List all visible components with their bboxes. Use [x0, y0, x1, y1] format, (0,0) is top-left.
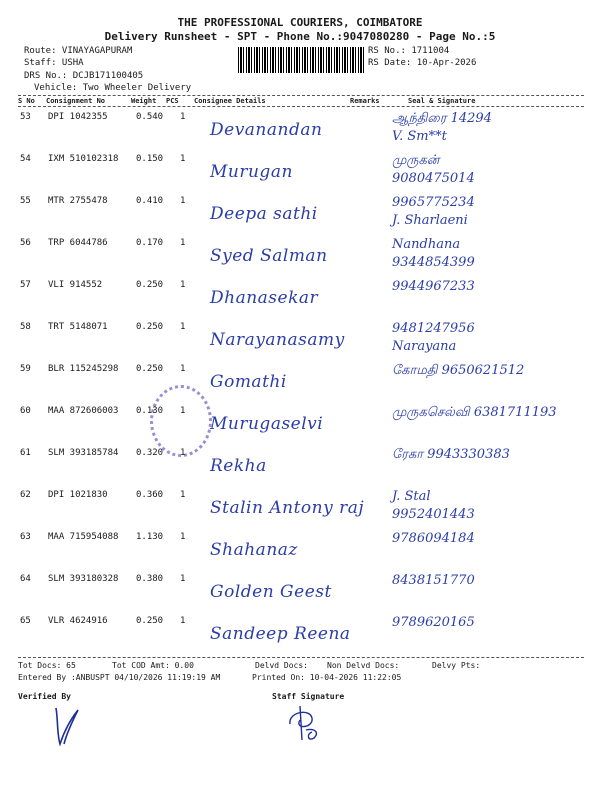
recipient-signature: 9789620165: [392, 615, 475, 630]
row-sno: 58: [20, 322, 31, 332]
row-sno: 64: [20, 574, 31, 584]
printed-on: Printed On: 10-04-2026 11:22:05: [252, 673, 402, 682]
pieces: 1: [180, 406, 186, 416]
staff-signature-label: Staff Signature: [272, 692, 345, 701]
consignment-number: MAA 872606003: [48, 406, 119, 416]
staff-signature: [280, 700, 328, 744]
pieces: 1: [180, 196, 186, 206]
consignment-number: DPI 1042355: [48, 112, 108, 122]
non-delivered-docs: Non Delvd Docs:: [327, 661, 400, 670]
row-sno: 61: [20, 448, 31, 458]
row-sno: 54: [20, 154, 31, 164]
weight: 0.380: [136, 574, 164, 584]
consignee-name: Murugaselvi: [210, 414, 324, 434]
consignee-name: Golden Geest: [210, 582, 332, 602]
weight: 0.130: [136, 406, 164, 416]
consignment-number: SLM 393180328: [48, 574, 119, 584]
consignee-name: Rekha: [210, 456, 267, 476]
row-sno: 55: [20, 196, 31, 206]
row-sno: 53: [20, 112, 31, 122]
drs-number: DRS No.: DCJB171100405: [24, 71, 144, 81]
consignee-name: Shahanaz: [210, 540, 298, 560]
consignee-name: Deepa sathi: [210, 204, 318, 224]
pieces: 1: [180, 616, 186, 626]
consignee-name: Stalin Antony raj: [210, 498, 365, 518]
pieces: 1: [180, 448, 186, 458]
recipient-signature: J. Stal 9952401443: [392, 489, 475, 522]
weight: 0.250: [136, 280, 164, 290]
row-sno: 62: [20, 490, 31, 500]
consignee-name: Narayanasamy: [210, 330, 345, 350]
total-docs: Tot Docs: 65: [18, 661, 76, 670]
weight: 0.360: [136, 490, 164, 500]
row-sno: 57: [20, 280, 31, 290]
runsheet-subtitle: Delivery Runsheet - SPT - Phone No.:9047080280 - Page No.:5: [104, 30, 496, 43]
recipient-signature: 9965775234 J. Sharlaeni: [392, 195, 475, 228]
pieces: 1: [180, 238, 186, 248]
recipient-signature: 9481247956 Narayana: [392, 321, 475, 354]
pieces: 1: [180, 154, 186, 164]
col-consignment: Consignment No: [46, 97, 106, 105]
verified-by-label: Verified By: [18, 692, 71, 701]
staff: Staff: USHA: [24, 58, 84, 68]
rs-date: RS Date: 10-Apr-2026: [368, 58, 477, 68]
pieces: 1: [180, 322, 186, 332]
consignment-number: VLI 914552: [48, 280, 103, 290]
verifier-signature: [40, 700, 90, 750]
row-sno: 65: [20, 616, 31, 626]
consignee-name: Dhanasekar: [210, 288, 319, 308]
barcode-image: [238, 47, 364, 73]
pieces: 1: [180, 532, 186, 542]
weight: 0.540: [136, 112, 164, 122]
delivered-docs: Delvd Docs:: [255, 661, 308, 670]
consignee-name: Devanandan: [210, 120, 323, 140]
pieces: 1: [180, 490, 186, 500]
pieces: 1: [180, 112, 186, 122]
consignee-name: Murugan: [210, 162, 293, 182]
consignment-number: TRP 6044786: [48, 238, 108, 248]
pieces: 1: [180, 574, 186, 584]
consignment-number: MAA 715954088: [48, 532, 119, 542]
row-sno: 56: [20, 238, 31, 248]
consignee-name: Gomathi: [210, 372, 287, 392]
recipient-signature: ஆந்திரை 14294 V. Sm**t: [392, 111, 492, 144]
rs-number: RS No.: 1711004: [368, 46, 450, 56]
recipient-signature: கோமதி 9650621512: [392, 363, 525, 378]
consignment-number: VLR 4624916: [48, 616, 108, 626]
recipient-signature: ரேகா 9943330383: [392, 447, 510, 462]
weight: 1.130: [136, 532, 164, 542]
col-seal-signature: Seal & Signature: [408, 97, 476, 105]
recipient-signature: Nandhana 9344854399: [392, 237, 475, 270]
row-sno: 59: [20, 364, 31, 374]
col-remarks: Remarks: [350, 97, 380, 105]
pieces: 1: [180, 280, 186, 290]
row-sno: 63: [20, 532, 31, 542]
row-sno: 60: [20, 406, 31, 416]
route: Route: VINAYAGAPURAM: [24, 46, 133, 56]
consignee-name: Syed Salman: [210, 246, 328, 266]
col-weight: Weight: [131, 97, 157, 105]
consignment-number: MTR 2755478: [48, 196, 108, 206]
header-divider: [18, 95, 584, 96]
consignment-number: TRT 5148071: [48, 322, 108, 332]
consignment-number: DPI 1021830: [48, 490, 108, 500]
vehicle: Vehicle: Two Wheeler Delivery: [34, 83, 192, 93]
entered-by: Entered By :ANBUSPT 04/10/2026 11:19:19 AM: [18, 673, 221, 682]
weight: 0.150: [136, 154, 164, 164]
company-title: THE PROFESSIONAL COURIERS, COIMBATORE: [177, 16, 423, 29]
pieces: 1: [180, 364, 186, 374]
total-cod-amount: Tot COD Amt: 0.00: [112, 661, 194, 670]
column-divider: [18, 106, 584, 107]
footer-divider: [18, 657, 584, 658]
weight: 0.250: [136, 616, 164, 626]
recipient-signature: முருகசெல்வி 6381711193: [392, 405, 557, 420]
consignment-number: IXM 510102318: [48, 154, 119, 164]
delivery-points: Delvy Pts:: [432, 661, 481, 670]
col-pcs: PCS: [166, 97, 179, 105]
recipient-signature: முருகன் 9080475014: [392, 153, 475, 186]
consignment-number: BLR 115245298: [48, 364, 119, 374]
col-consignee: Consignee Details: [194, 97, 266, 105]
col-sno: S No: [18, 97, 35, 105]
recipient-signature: 9944967233: [392, 279, 475, 294]
consignee-name: Sandeep Reena: [210, 624, 351, 644]
recipient-signature: 9786094184: [392, 531, 475, 546]
weight: 0.170: [136, 238, 164, 248]
consignment-number: SLM 393185784: [48, 448, 119, 458]
weight: 0.320: [136, 448, 164, 458]
weight: 0.250: [136, 322, 164, 332]
weight: 0.410: [136, 196, 164, 206]
weight: 0.250: [136, 364, 164, 374]
recipient-signature: 8438151770: [392, 573, 475, 588]
